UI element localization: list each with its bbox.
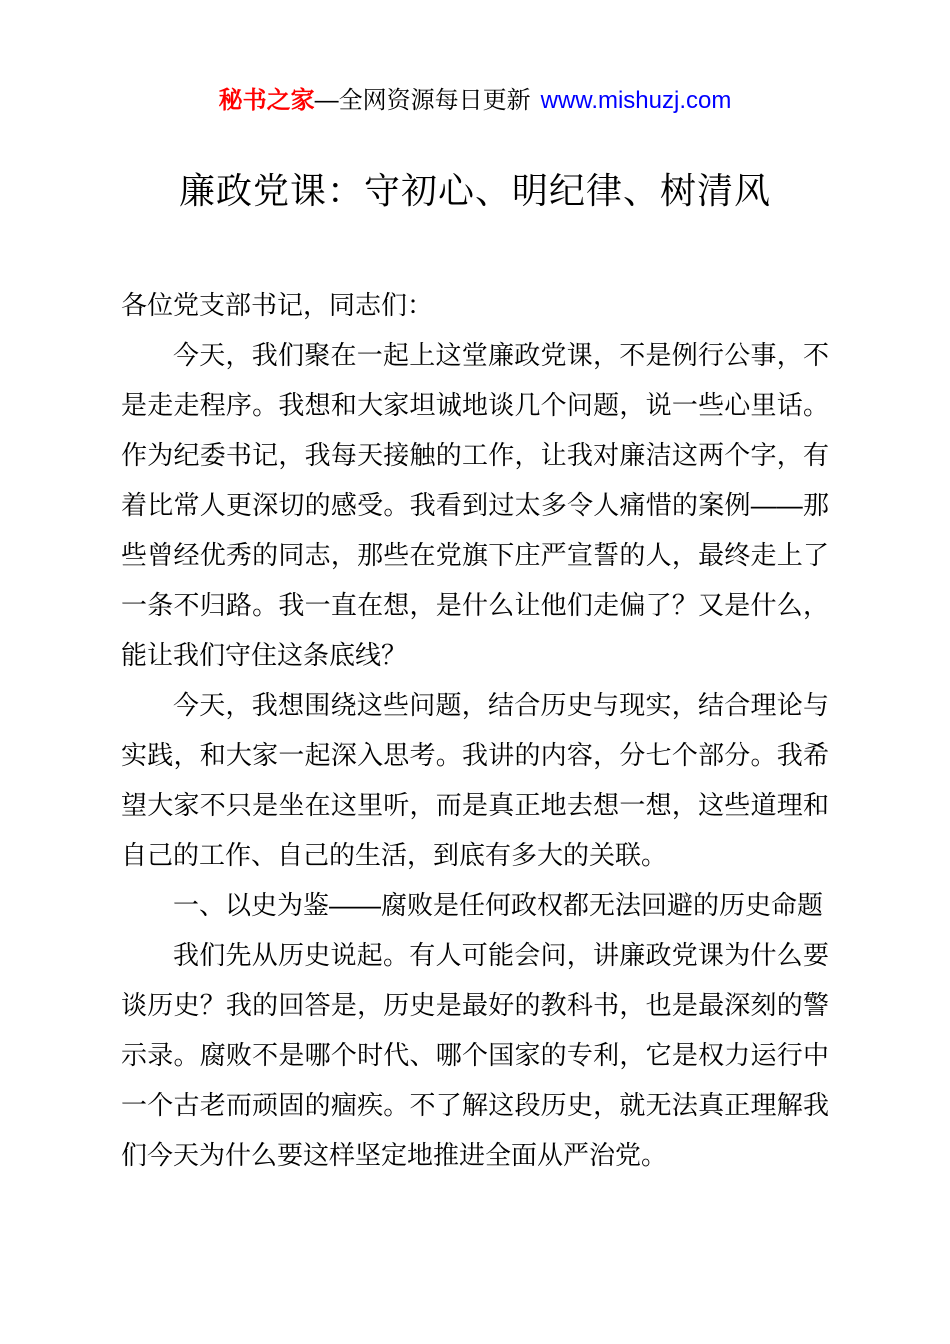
paragraph: 我们先从历史说起。有人可能会问，讲廉政党课为什么要谈历史？我的回答是，历史是最好的教科书，也是最深刻的警示录。腐败不是哪个时代、哪个国家的专利，它是权力运行中一个古老而顽固的痼疾。不了解这段历史，就无法真正理解我们今天为什么要这样坚定地推进全面从严治党。	[121, 940, 829, 1170]
document-body	[121, 280, 829, 1180]
site-brand: 秘书之家	[218, 87, 315, 114]
header-tagline: 全网资源每日更新	[338, 87, 531, 114]
site-url-link[interactable]: www.mishuzj.com	[540, 87, 732, 114]
site-header	[0, 0, 950, 118]
section-heading: 一、以史为鉴——腐败是任何政权都无法回避的历史命题	[173, 890, 824, 920]
document-title: 廉政党课：守初心、明纪律、树清风	[178, 170, 771, 211]
paragraph: 今天，我们聚在一起上这堂廉政党课，不是例行公事，不是走走程序。我想和大家坦诚地谈几个问题，说一些心里话。作为纪委书记，我每天接触的工作，让我对廉洁这两个字，有着比常人更深切的感受。我看到过太多令人痛惜的案例——那些曾经优秀的同志，那些在党旗下庄严宣誓的人，最终走上了一条不归路。我一直在想，是什么让他们走偏了？又是什么，能让我们守住这条底线？	[121, 340, 829, 670]
paragraph: 今天，我想围绕这些问题，结合历史与现实，结合理论与实践，和大家一起深入思考。我讲的内容，分七个部分。我希望大家不只是坐在这里听，而是真正地去想一想，这些道理和自己的工作、自己的生活，到底有多大的关联。	[121, 690, 829, 870]
header-separator: —	[314, 87, 339, 114]
paragraph: 各位党支部书记，同志们：	[121, 290, 434, 320]
